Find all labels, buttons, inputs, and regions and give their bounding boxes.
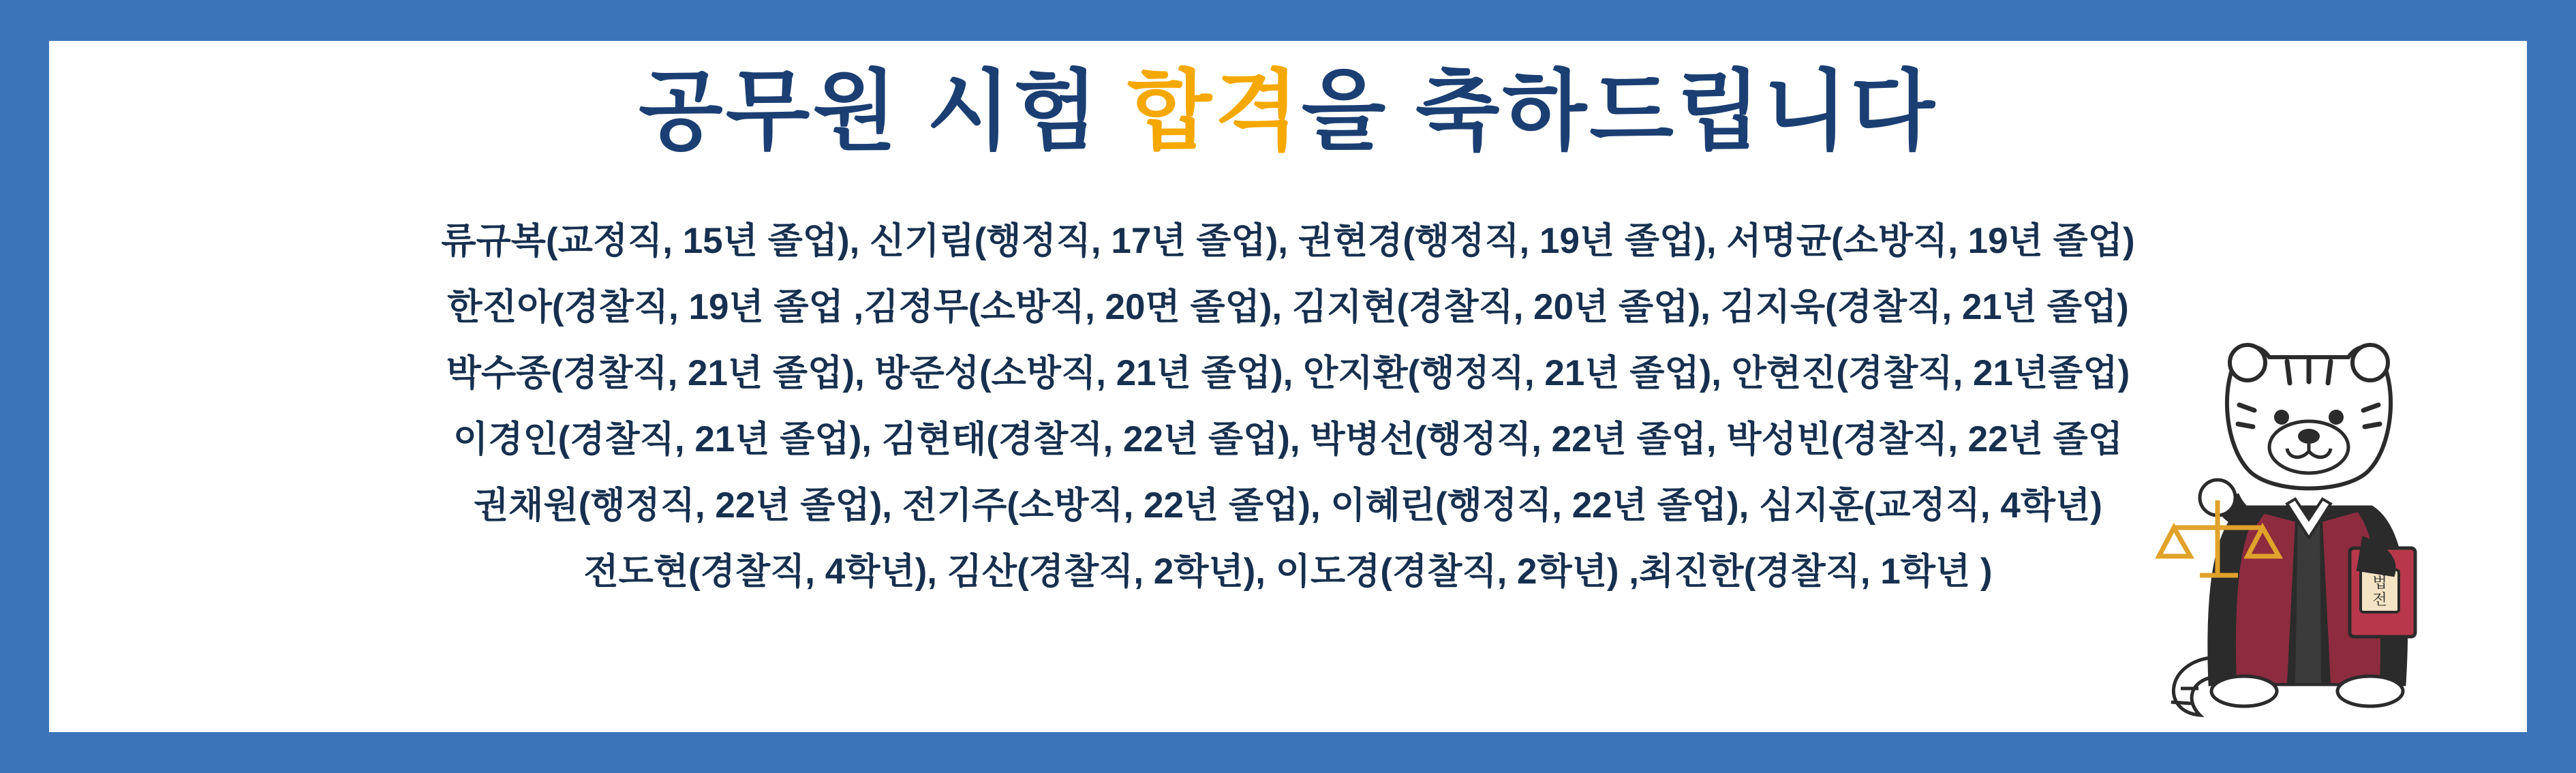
tiger-judge-mascot-icon [2118,303,2500,725]
headline-accent: 합격 [1127,63,1302,160]
banner-inner-panel [49,41,2527,732]
svg-text:전: 전 [2372,591,2387,608]
list-item: 한진아(경찰직, 19년 졸업 ,김정무(소방직, 20면 졸업), 김지현(경찰직, 20년 졸업), 김지욱(경찰직, 21년 졸업) [447,287,2129,327]
headline-part-2: 을 축하드립니다 [1301,63,1937,160]
page-title [49,61,2527,162]
svg-text:법: 법 [2372,574,2387,591]
list-item: 류규복(교정직, 15년 졸업), 신기림(행정직, 17년 졸업), 권현경(행정직, 19년 졸업), 서명균(소방직, 19년 졸업) [441,221,2135,261]
list-item: 박수종(경찰직, 21년 졸업), 방준성(소방직, 21년 졸업), 안지환(행정직, 21년 졸업), 안현진(경찰직, 21년졸업) [446,353,2130,393]
list-item: 전도현(경찰직, 4학년), 김산(경찰직, 2학년), 이도경(경찰직, 2학년) ,최진한(경찰직, 1학년 ) [583,551,1993,592]
list-item: 권채원(행정직, 22년 졸업), 전기주(소방직, 22년 졸업), 이혜린(행정직, 22년 졸업), 심지훈(교정직, 4학년) [474,485,2102,526]
list-item: 이경인(경찰직, 21년 졸업), 김현태(경찰직, 22년 졸업), 박병선(행정직, 22년 졸업, 박성빈(경찰직, 22년 졸업 [453,419,2123,459]
headline-part-1: 공무원 시험 [639,63,1128,160]
